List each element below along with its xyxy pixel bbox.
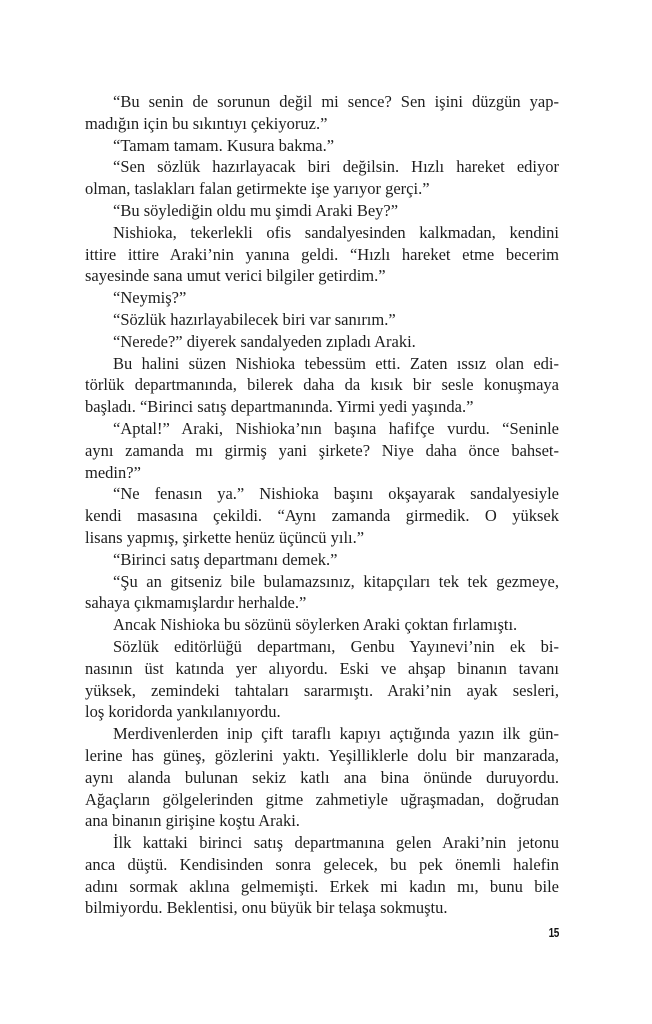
text-line: “Ne fenasın ya.” Nishioka başını okşayarak sandalyesiyle [113, 484, 559, 504]
text-line: nasının üst katında yer alıyordu. Eski ve ahşap binanın tavanı [85, 658, 559, 678]
text-line: ana binanın girişine koştu Araki. [85, 811, 300, 831]
text-line: “Nerede?” diyerek sandalyeden zıpladı Araki. [113, 331, 416, 351]
paragraph [85, 723, 559, 832]
text-line: aynı zamanda mı girmiş yani şirkete? Niye daha önce bahset- [85, 440, 559, 460]
paragraph [85, 135, 559, 157]
text-line: yüksek, zemindeki tahtaları sararmıştı. Araki’nin ayak sesleri, [85, 680, 559, 700]
paragraph [85, 549, 559, 571]
text-line: “Şu an gitseniz bile bulamazsınız, kitapçıları tek tek gezmeye, [113, 571, 559, 591]
text-line: “Aptal!” Araki, Nishioka’nın başına hafifçe vurdu. “Seninle [113, 418, 559, 438]
text-line: madığın için bu sıkıntıyı çekiyoruz.” [85, 113, 328, 133]
paragraph [85, 571, 559, 615]
text-line: Ağaçların gölgelerinden gitme zahmetiyle uğraşmadan, doğrudan [85, 789, 559, 809]
paragraph [85, 636, 559, 723]
paragraph [85, 832, 559, 919]
text-line: Merdivenlerden inip çift taraflı kapıyı açtığında yazın ilk gün- [113, 724, 559, 744]
text-line: “Tamam tamam. Kusura bakma.” [113, 135, 335, 155]
text-line: Nishioka, tekerlekli ofis sandalyesinden kalkmadan, kendini [113, 222, 559, 242]
text-line: lisans yapmış, şirkette henüz üçüncü yılı.” [85, 527, 365, 547]
text-line: “Sözlük hazırlayabilecek biri var sanırım.” [113, 309, 396, 329]
text-line: Ancak Nishioka bu sözünü söylerken Araki çoktan fırlamıştı. [113, 615, 518, 635]
text-line: loş koridorda yankılanıyordu. [85, 702, 281, 722]
text-line: “Bu söylediğin oldu mu şimdi Araki Bey?” [113, 200, 399, 220]
text-line: bilmiyordu. Beklentisi, onu büyük bir telaşa sokmuştu. [85, 898, 448, 918]
text-line: İlk kattaki birinci satış departmanına gelen Araki’nin jetonu [113, 833, 559, 853]
page-number: 15 [548, 926, 559, 940]
paragraph [85, 200, 559, 222]
text-line: kendi masasına çekildi. “Aynı zamanda girmedik. O yüksek [85, 506, 559, 526]
text-line: törlük departmanında, bilerek daha da kısık bir sesle konuşmaya [85, 375, 559, 395]
text-line: “Neymiş?” [113, 288, 187, 308]
text-line: “Birinci satış departmanı demek.” [113, 549, 338, 569]
paragraph [85, 287, 559, 309]
paragraph [85, 353, 559, 418]
paragraph [85, 483, 559, 548]
text-line: sahaya çıkmamışlardır herhalde.” [85, 593, 307, 613]
paragraph [85, 614, 559, 636]
text-line: adını sormak aklına gelmemişti. Erkek mi kadın mı, bunu bile [85, 876, 559, 896]
text-line: sayesinde sana umut verici bilgiler getirdim.” [85, 266, 386, 286]
text-line: medin?” [85, 462, 141, 482]
paragraph [85, 309, 559, 331]
text-line: “Sen sözlük hazırlayacak biri değilsin. Hızlı hareket ediyor [113, 157, 559, 177]
text-line: Bu halini süzen Nishioka tebessüm etti. Zaten ıssız olan edi- [113, 353, 559, 373]
paragraph [85, 156, 559, 200]
text-line: “Bu senin de sorunun değil mi sence? Sen işini düzgün yap- [113, 92, 559, 111]
text-block [85, 91, 559, 919]
paragraph [85, 222, 559, 287]
text-line: lerine has güneş, gözlerini yaktı. Yeşilliklerle dolu bir manzarada, [85, 745, 559, 765]
text-line: Sözlük editörlüğü departmanı, Genbu Yayınevi’nin ek bi- [113, 636, 559, 656]
text-line: olman, taslakları falan getirmekte işe yarıyor gerçi.” [85, 179, 430, 199]
paragraph [85, 91, 559, 135]
text-line: başladı. “Birinci satış departmanında. Yirmi yedi yaşında.” [85, 397, 474, 417]
text-line: aynı alanda bulunan sekiz katlı ana bina önünde duruyordu. [85, 767, 559, 787]
text-line: ittire ittire Araki’nin yanına geldi. “Hızlı hareket etme becerim [85, 244, 559, 264]
paragraph [85, 418, 559, 483]
text-line: anca düştü. Kendisinden sonra gelecek, bu pek önemli halefin [85, 854, 559, 874]
paragraph [85, 331, 559, 353]
